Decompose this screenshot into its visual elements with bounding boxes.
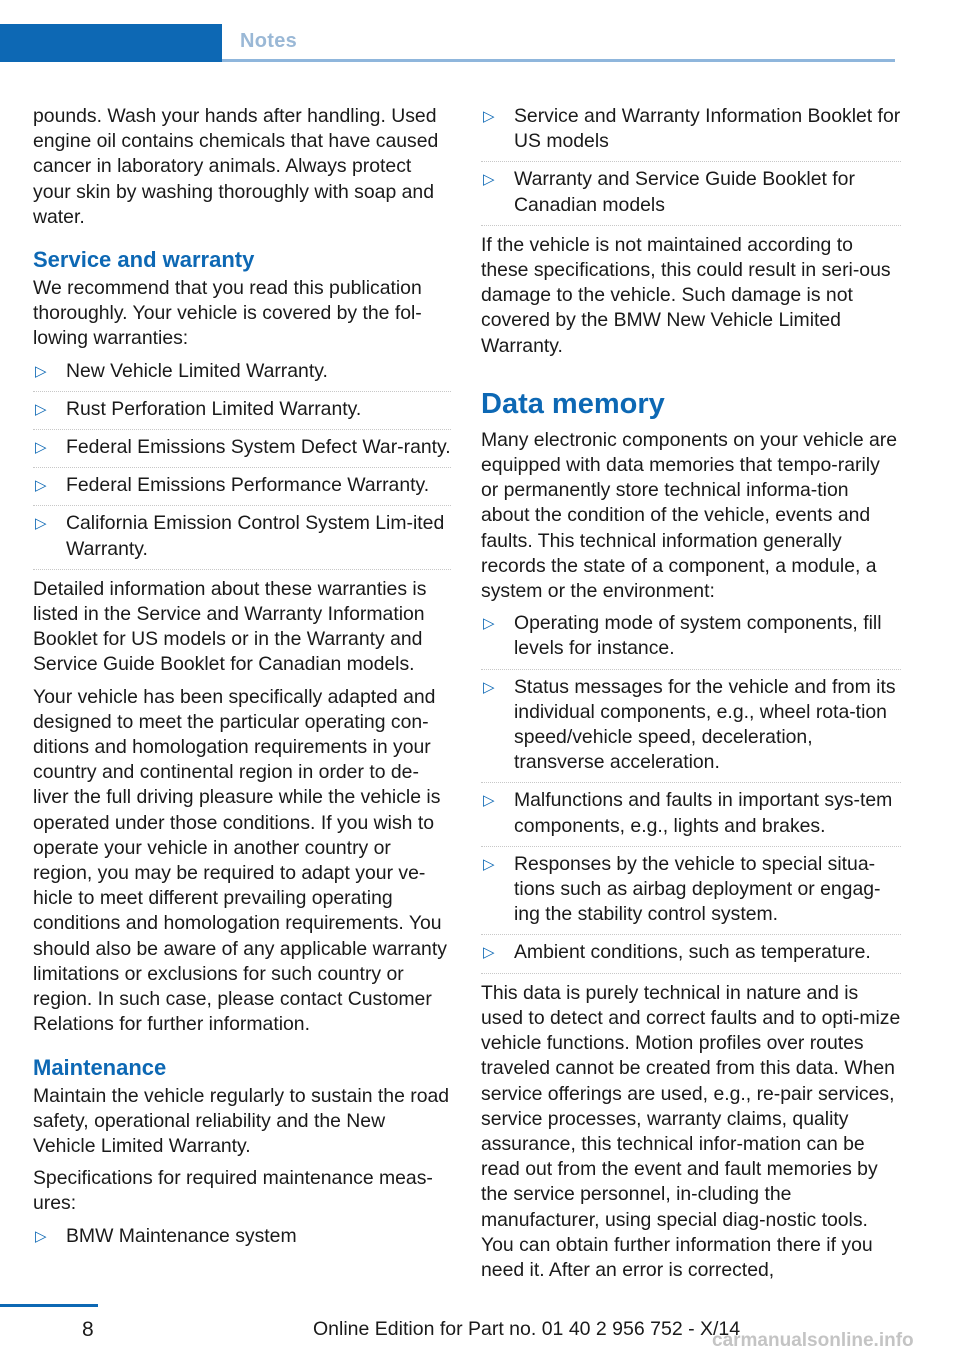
header-accent-bar: [0, 24, 222, 62]
heading-service-warranty: Service and warranty: [33, 247, 255, 273]
warranty-list: [33, 359, 451, 570]
triangle-bullet-icon: ▷: [35, 1227, 47, 1245]
triangle-bullet-icon: ▷: [483, 792, 495, 810]
list-item: ▷ Rust Perforation Limited Warranty.: [33, 391, 451, 429]
triangle-bullet-icon: ▷: [483, 678, 495, 696]
paragraph-recommend: We recommend that you read this publication thoroughly. Your vehicle is covered by the fol-lowing warranties:: [33, 277, 422, 350]
list-item: ▷ Warranty and Service Guide Booklet for Canadian models: [481, 161, 901, 224]
paragraph-technical: This data is purely technical in nature and is used to detect and correct faults and to opti-mize vehicle functions. Motion profiles over routes traveled cannot be created from this data. When service offerings are used, e.g., re-pair services, service processes, warranty claims, quality assurance, this technical infor-mation can be read out from the event and fault memories by the service personnel, in-cluding the manufacturer, using special diag-nostic tools. You can obtain further information there if you need it. After an error is corrected,: [481, 981, 901, 1281]
paragraph-adapted: Your vehicle has been specifically adapted and designed to meet the particular operating con-ditions and homologation requirements in your country and continental region in order to de-liver the full driving pleasure while the vehicle is operated under those conditions. If you wish to operate your vehicle in another country or region, you may be required to adapt your ve-hicle to meet different prevailing operating conditions and homologation requirements. You should also be aware of any applicable warranty limitations or exclusions for such country or region. In such case, please contact Customer Relations for further information.: [33, 685, 447, 1036]
list-item: ▷ Federal Emissions System Defect War-ranty.: [33, 429, 451, 467]
paragraph-maintain: Maintain the vehicle regularly to sustain the road safety, operational reliability and the New Vehicle Limited Warranty.: [33, 1084, 450, 1157]
list-item: ▷ Operating mode of system components, fill levels for instance.: [483, 612, 882, 660]
section-title: Notes: [240, 30, 298, 52]
triangle-bullet-icon: ▷: [483, 944, 495, 962]
paragraph-specs: Specifications for required maintenance meas-ures:: [33, 1167, 433, 1215]
list-item: ▷ Service and Warranty Information Booklet for US models: [483, 105, 901, 153]
triangle-bullet-icon: ▷: [35, 362, 47, 380]
list-item: ▷ BMW Maintenance system: [33, 1224, 451, 1256]
header-rule: [222, 59, 895, 62]
triangle-bullet-icon: ▷: [35, 477, 47, 495]
list-item: ▷ Ambient conditions, such as temperature.: [481, 934, 901, 972]
triangle-bullet-icon: ▷: [483, 855, 495, 873]
paragraph-many: Many electronic components on your vehicle are equipped with data memories that tempo-rarily or permanently store technical informa-tion about the condition of the vehicle, events and faults. This technical information generally records the state of a component, a module, a system or the environment:: [481, 428, 898, 603]
page-header: [0, 0, 960, 64]
list-item: ▷ New Vehicle Limited Warranty.: [33, 359, 451, 391]
triangle-bullet-icon: ▷: [35, 439, 47, 457]
triangle-bullet-icon: ▷: [483, 171, 495, 189]
edition-text: Online Edition for Part no. 01 40 2 956 752 - X/14: [313, 1318, 741, 1340]
heading-maintenance: Maintenance: [33, 1054, 167, 1080]
heading-data-memory: Data memory: [481, 387, 665, 420]
left-column: [33, 104, 451, 1263]
booklet-list: [481, 104, 901, 226]
paragraph-not-maintained: If the vehicle is not maintained according to these specifications, this could result in seri-ous damage to the vehicle. Such damage is not covered by the BMW New Vehicle Limited Warranty.: [481, 233, 891, 357]
data-memory-list: [481, 611, 901, 973]
list-item: ▷ Status messages for the vehicle and from its individual components, e.g., wheel rota-tion speed/vehicle speed, deceleration, transverse acceleration.: [481, 669, 901, 783]
list-item: ▷ Federal Emissions Performance Warranty.: [33, 467, 451, 505]
maintenance-list: [33, 1224, 451, 1256]
triangle-bullet-icon: ▷: [35, 400, 47, 418]
paragraph-continued: pounds. Wash your hands after handling. Used engine oil contains chemicals that have caused cancer in laboratory animals. Always protect your skin by washing thoroughly with soap and water.: [33, 105, 439, 228]
list-item: ▷ California Emission Control System Lim-ited Warranty.: [33, 505, 451, 568]
footer-rule: [0, 1304, 98, 1307]
watermark: carmanualsonline.info: [712, 1330, 914, 1351]
triangle-bullet-icon: ▷: [35, 515, 47, 533]
triangle-bullet-icon: ▷: [483, 108, 495, 125]
page-number: 8: [82, 1318, 94, 1341]
right-column: [481, 104, 901, 1290]
triangle-bullet-icon: ▷: [483, 615, 495, 633]
paragraph-detailed: Detailed information about these warranties is listed in the Service and Warranty Information Booklet for US models or in the Warranty and Service Guide Booklet for Canadian models.: [33, 577, 427, 676]
list-item: ▷ Malfunctions and faults in important sys-tem components, e.g., lights and brakes.: [481, 782, 901, 845]
list-item: ▷ Responses by the vehicle to special situa-tions such as airbag deployment or engag-ing the stability control system.: [481, 846, 901, 935]
